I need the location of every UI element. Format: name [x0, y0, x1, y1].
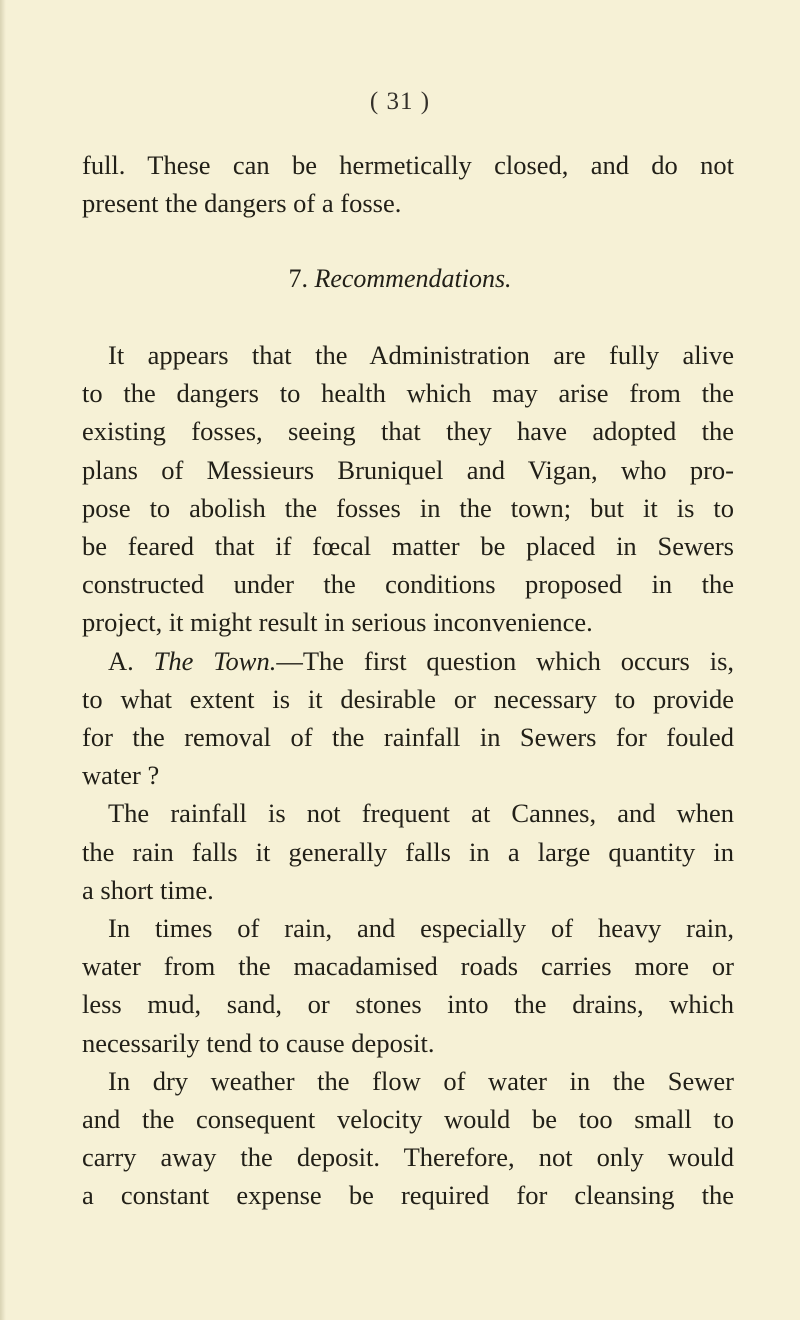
section-number: 7.	[288, 264, 308, 293]
text-line: In times of rain, and especially of heavy rain,	[108, 913, 734, 944]
town-label: The Town.	[153, 645, 277, 676]
text-line: constructed under the conditions proposed in the	[82, 569, 734, 600]
text-line: existing fosses, seeing that they have adopted the	[82, 416, 734, 447]
text-line: full. These can be hermetically closed, and do not	[82, 150, 734, 180]
text-line: the rain falls it generally falls in a large quantity in	[82, 836, 734, 867]
text-line: In dry weather the flow of water in the Sewer	[108, 1065, 734, 1096]
text-line: carry away the deposit. Therefore, not only would	[82, 1142, 734, 1173]
text-line: water from the macadamised roads carries more or	[82, 951, 734, 982]
section-title: Recommendations.	[314, 264, 512, 293]
text-line: less mud, sand, or stones into the drains, which	[82, 989, 734, 1020]
town-label-prefix: A.	[108, 645, 154, 676]
body-text	[82, 336, 734, 1215]
text-line: a short time.	[82, 874, 214, 905]
text-line: present the dangers of a fosse.	[82, 188, 402, 219]
text-line: plans of Messieurs Bruniquel and Vigan, who pro-	[82, 454, 734, 485]
text-line: water ?	[82, 760, 160, 791]
text-line: be feared that if fœcal matter be placed in Sewers	[82, 531, 734, 562]
text-line: and the consequent velocity would be too small to	[82, 1104, 734, 1135]
text-line: It appears that the Administration are fully alive	[108, 340, 734, 370]
text-line: pose to abolish the fosses in the town; but it is to	[82, 492, 734, 523]
text-line: The rainfall is not frequent at Cannes, and when	[108, 798, 734, 829]
text-line: for the removal of the rainfall in Sewers for fouled	[82, 722, 734, 753]
text-line	[82, 642, 734, 680]
text-line: a constant expense be required for cleansing the	[82, 1180, 734, 1211]
page-edge-shadow	[0, 0, 6, 1320]
page-number: ( 31 )	[369, 88, 431, 115]
paragraph-continued	[82, 146, 734, 222]
text-line: to the dangers to health which may arise from the	[82, 378, 734, 409]
town-first-line-rest: —The first question which occurs is,	[276, 645, 735, 676]
text-line: project, it might result in serious inconvenience.	[82, 607, 593, 638]
text-line: necessarily tend to cause deposit.	[82, 1027, 435, 1058]
text-line: to what extent is it desirable or necessary to provide	[82, 683, 734, 714]
section-heading	[0, 264, 800, 294]
